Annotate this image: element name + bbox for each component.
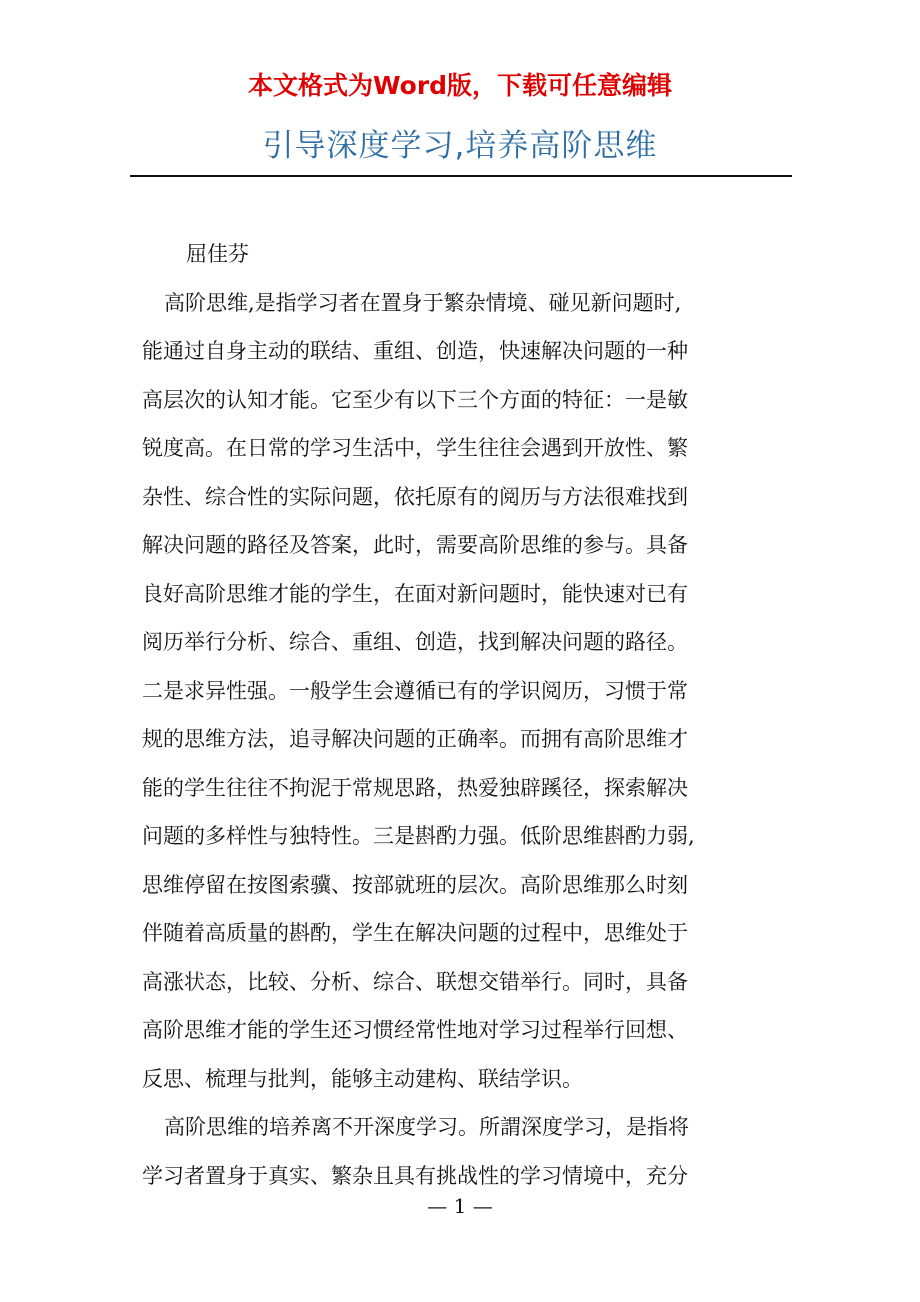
paragraph-2 [142,1103,802,1200]
text-line: 问题的多样性与独特性。三是斟酌力强。低阶思维斟酌力弱, [142,824,695,848]
author-name: 屈佳芬 [186,242,249,266]
page-number: — 1 — [427,1194,493,1218]
format-notice: 本文格式为Word版，下载可任意编辑 [247,71,673,100]
text-line: 锐度高。在日常的学习生活中，学生往往会遇到开放性、繁 [142,436,688,460]
text-line: 能通过自身主动的联结、重组、创造，快速解决问题的一种 [142,339,688,363]
text-line: 高涨状态，比较、分析、综合、联想交错举行。同时，具备 [142,969,688,994]
text-line: 反思、梳理与批判，能够主动建构、联结学识。 [142,1066,583,1091]
text-line: 伴随着高质量的斟酌，学生在解决问题的过程中，思维处于 [142,921,688,945]
text-line: 高阶思维才能的学生还习惯经常性地对学习过程举行回想、 [142,1018,688,1042]
paragraph-1 [142,279,802,1104]
text-line: 能的学生往往不拘泥于常规思路，热爱独辟蹊径，探索解决 [142,775,688,800]
title-divider [130,175,792,177]
article-title: 引导深度学习,培养高阶思维 [262,128,658,164]
text-line: 思维停留在按图索骥、按部就班的层次。高阶思维那么时刻 [142,872,688,897]
text-line: 高阶思维的培养离不开深度学习。所謂深度学习，是指将 [164,1115,689,1139]
text-line: 规的思维方法，追寻解决问题的正确率。而拥有高阶思维才 [142,727,688,751]
text-line: 学习者置身于真实、繁杂且具有挑战性的学习情境中，充分 [142,1163,688,1188]
text-line: 二是求异性强。一般学生会遵循已有的学识阅历，习惯于常 [142,678,688,703]
text-line: 高阶思维,是指学习者在置身于繁杂情境、碰见新问题时, [164,290,682,315]
text-line: 解决问题的路径及答案，此时，需要高阶思维的参与。具备 [142,533,688,557]
text-line: 高层次的认知才能。它至少有以下三个方面的特征：一是敏 [142,387,688,412]
article-body [142,230,802,1200]
text-line: 阅历举行分析、综合、重组、创造，找到解决问题的路径。 [142,630,688,654]
text-line: 良好高阶思维才能的学生，在面对新问题时，能快速对已有 [142,581,688,606]
text-line: 杂性、综合性的实际问题，依托原有的阅历与方法很难找到 [142,484,688,509]
